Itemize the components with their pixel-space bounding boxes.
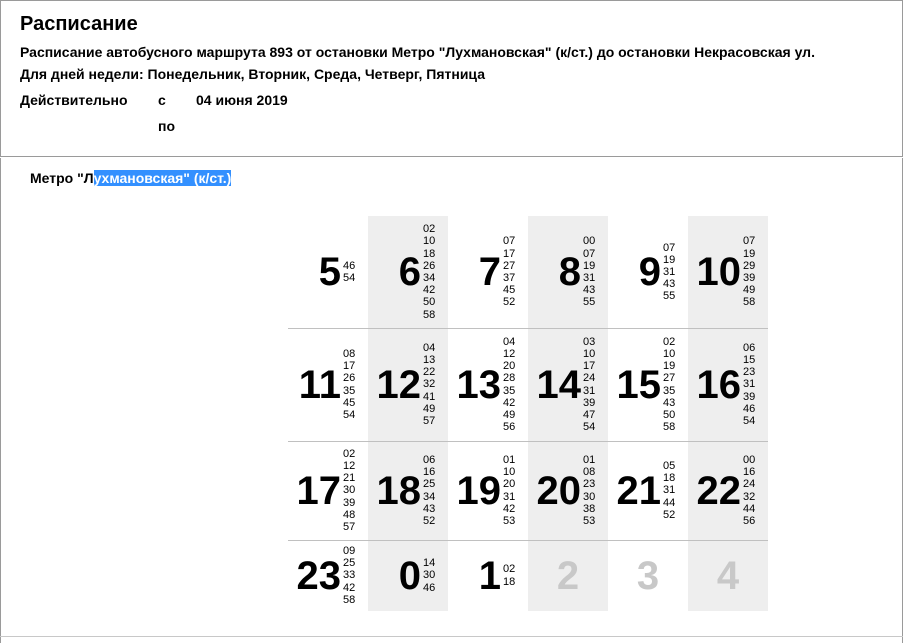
minute-value: 55 [663, 290, 676, 303]
hour-number: 13 [456, 362, 501, 407]
minutes-list [503, 336, 515, 434]
hour-cell-0 [368, 540, 448, 611]
row-divider [288, 540, 768, 541]
minute-value: 42 [423, 284, 436, 297]
minutes-list [663, 336, 675, 434]
hour-cell-2 [528, 540, 608, 611]
minute-value: 31 [503, 490, 516, 503]
minutes-list [343, 448, 355, 533]
minute-value: 13 [423, 354, 436, 366]
minute-value: 08 [583, 466, 596, 479]
minute-value: 23 [743, 366, 756, 379]
minute-value: 12 [343, 460, 356, 472]
minutes-list [423, 454, 435, 527]
hour-cell-19 [448, 441, 528, 540]
hour-cell-14 [528, 328, 608, 441]
minute-value: 09 [343, 545, 356, 557]
minutes-list [743, 342, 755, 427]
minute-value: 10 [503, 466, 516, 479]
minute-value: 19 [663, 253, 676, 266]
minute-value: 54 [743, 415, 756, 428]
route-description: Расписание автобусного маршрута 893 от остановки Метро "Лухмановская" (к/ст.) до остановки Некрасовская ул. [20, 44, 815, 60]
minute-value: 22 [423, 366, 436, 379]
hour-number: 20 [536, 468, 581, 513]
minute-value: 39 [743, 390, 756, 403]
minute-value: 48 [343, 508, 356, 521]
minute-value: 53 [583, 514, 596, 527]
minute-value: 39 [343, 496, 356, 509]
minute-value: 31 [663, 265, 676, 278]
minute-value: 57 [423, 415, 436, 428]
minute-value: 45 [503, 284, 516, 297]
page-title: Расписание [20, 13, 138, 35]
hour-cell-6 [368, 216, 448, 328]
minute-value: 30 [343, 484, 356, 497]
valid-from-label: с [158, 92, 166, 108]
hour-number: 4 [716, 553, 740, 598]
minute-value: 39 [583, 396, 596, 409]
minute-value: 25 [423, 478, 436, 491]
hour-number: 5 [318, 250, 341, 294]
minute-value: 17 [503, 247, 516, 260]
minute-value: 00 [743, 453, 756, 466]
minute-value: 24 [583, 372, 596, 385]
minutes-list [583, 336, 595, 434]
minute-value: 02 [343, 447, 356, 460]
minute-value: 26 [343, 372, 356, 385]
hour-cell-8 [528, 216, 608, 328]
minute-value: 41 [423, 390, 436, 403]
hour-cell-23 [288, 540, 368, 611]
minute-value: 45 [343, 396, 356, 409]
minute-value: 06 [423, 453, 436, 466]
hour-number: 7 [478, 250, 501, 294]
hour-cell-12 [368, 328, 448, 441]
minute-value: 58 [743, 296, 756, 309]
stop-name [30, 170, 231, 186]
minutes-list [583, 454, 595, 527]
hour-cell-5 [288, 216, 368, 328]
hour-cell-7 [448, 216, 528, 328]
minute-value: 52 [663, 508, 676, 521]
minute-value: 52 [423, 514, 436, 527]
bottom-divider [0, 636, 903, 637]
minute-value: 56 [503, 421, 516, 434]
minutes-list [423, 223, 435, 321]
minute-value: 38 [583, 502, 596, 515]
minute-value: 32 [743, 490, 756, 503]
minute-value: 03 [583, 335, 596, 348]
minute-value: 15 [743, 354, 756, 366]
row-divider [288, 328, 768, 329]
minute-value: 18 [503, 575, 516, 588]
minute-value: 54 [343, 272, 356, 284]
hour-cell-1 [448, 540, 528, 611]
hour-cell-16 [688, 328, 768, 441]
minute-value: 25 [343, 557, 356, 570]
minute-value: 10 [423, 235, 436, 248]
hour-number: 12 [376, 362, 421, 407]
minute-value: 16 [743, 466, 756, 479]
minute-value: 16 [423, 466, 436, 479]
minute-value: 46 [423, 581, 436, 594]
minute-value: 28 [503, 372, 516, 385]
hour-number: 16 [696, 362, 741, 407]
minute-value: 37 [503, 272, 516, 284]
hour-number: 21 [616, 468, 661, 513]
minute-value: 08 [343, 347, 356, 360]
hour-number: 23 [296, 553, 341, 598]
minute-value: 43 [663, 278, 676, 291]
minute-value: 58 [423, 308, 436, 321]
minutes-list [503, 563, 515, 587]
hour-cell-10 [688, 216, 768, 328]
minutes-list [663, 242, 675, 303]
minute-value: 35 [503, 384, 516, 397]
hour-number: 18 [376, 468, 421, 513]
minute-value: 43 [583, 284, 596, 297]
minute-value: 17 [583, 360, 596, 373]
minute-value: 06 [743, 341, 756, 354]
minutes-list [343, 260, 355, 284]
minute-value: 49 [423, 402, 436, 415]
minute-value: 07 [503, 235, 516, 248]
minute-value: 31 [583, 272, 596, 284]
minute-value: 44 [743, 502, 756, 515]
hour-number: 1 [478, 553, 501, 598]
weekdays-line: Для дней недели: Понедельник, Вторник, Среда, Четверг, Пятница [20, 66, 485, 82]
hour-number: 19 [456, 468, 501, 513]
minute-value: 49 [503, 408, 516, 421]
hour-cell-9 [608, 216, 688, 328]
minutes-list [583, 235, 595, 308]
minute-value: 18 [423, 247, 436, 260]
minute-value: 43 [663, 396, 676, 409]
minutes-list [503, 235, 515, 308]
minute-value: 53 [503, 514, 516, 527]
minute-value: 04 [423, 341, 436, 354]
minute-value: 52 [503, 296, 516, 309]
minute-value: 32 [423, 378, 436, 391]
hour-number: 14 [536, 362, 581, 407]
minute-value: 43 [423, 502, 436, 515]
minute-value: 54 [583, 421, 596, 434]
stop-name-prefix: Метро "Л [30, 170, 94, 186]
minute-value: 07 [583, 247, 596, 260]
minute-value: 31 [663, 484, 676, 497]
minute-value: 26 [423, 259, 436, 272]
minute-value: 33 [343, 569, 356, 582]
hour-cell-11 [288, 328, 368, 441]
minute-value: 44 [663, 496, 676, 509]
hour-cell-18 [368, 441, 448, 540]
minute-value: 35 [663, 384, 676, 397]
minute-value: 18 [663, 472, 676, 485]
minute-value: 17 [343, 360, 356, 373]
minute-value: 07 [663, 241, 676, 254]
minutes-list [743, 454, 755, 527]
hour-cell-15 [608, 328, 688, 441]
hour-number: 11 [298, 362, 341, 407]
minute-value: 27 [663, 372, 676, 385]
minute-value: 50 [423, 296, 436, 309]
minute-value: 20 [503, 360, 516, 373]
minute-value: 19 [743, 247, 756, 260]
minute-value: 20 [503, 478, 516, 491]
minute-value: 35 [343, 384, 356, 397]
minute-value: 42 [343, 581, 356, 594]
minute-value: 01 [503, 453, 516, 466]
minute-value: 14 [423, 557, 436, 570]
hour-cell-21 [608, 441, 688, 540]
hour-number: 8 [558, 250, 581, 294]
hour-number: 3 [636, 553, 660, 598]
minutes-list [423, 342, 435, 427]
minute-value: 30 [583, 490, 596, 503]
hour-cell-3 [608, 540, 688, 611]
minute-value: 39 [743, 272, 756, 284]
minute-value: 21 [343, 472, 356, 485]
stop-name-selected: ухмановская" (к/ст.) [93, 170, 232, 186]
valid-to-label: по [158, 118, 176, 134]
hour-cell-13 [448, 328, 528, 441]
minute-value: 56 [743, 514, 756, 527]
minutes-list [503, 454, 515, 527]
hour-number: 0 [398, 553, 421, 598]
minute-value: 57 [343, 521, 356, 534]
minute-value: 19 [663, 360, 676, 373]
hour-number: 9 [638, 250, 661, 294]
minute-value: 54 [343, 408, 356, 421]
minute-value: 12 [503, 347, 516, 360]
minute-value: 58 [663, 421, 676, 434]
hour-number: 10 [696, 250, 741, 294]
hour-number: 6 [398, 250, 421, 294]
minute-value: 50 [663, 408, 676, 421]
minute-value: 02 [423, 223, 436, 236]
minute-value: 47 [583, 408, 596, 421]
minute-value: 10 [583, 347, 596, 360]
minute-value: 00 [583, 235, 596, 248]
minute-value: 07 [743, 235, 756, 248]
minute-value: 19 [583, 259, 596, 272]
minute-value: 29 [743, 259, 756, 272]
minute-value: 10 [663, 347, 676, 360]
minute-value: 46 [343, 259, 356, 272]
hour-cell-17 [288, 441, 368, 540]
minute-value: 02 [503, 563, 516, 576]
minute-value: 55 [583, 296, 596, 309]
minute-value: 31 [583, 384, 596, 397]
row-divider [288, 441, 768, 442]
minute-value: 23 [583, 478, 596, 491]
valid-label: Действительно [20, 92, 128, 108]
minute-value: 05 [663, 460, 676, 472]
valid-from-date: 04 июня 2019 [196, 92, 288, 108]
minute-value: 34 [423, 272, 436, 284]
minutes-list [343, 348, 355, 421]
hour-number: 22 [696, 468, 741, 513]
minute-value: 34 [423, 490, 436, 503]
minutes-list [743, 235, 755, 308]
hour-number: 15 [616, 362, 661, 407]
minute-value: 58 [343, 593, 356, 606]
minutes-list [663, 460, 675, 521]
timetable-grid [288, 216, 768, 611]
minute-value: 04 [503, 335, 516, 348]
minute-value: 27 [503, 259, 516, 272]
minute-value: 24 [743, 478, 756, 491]
minute-value: 42 [503, 502, 516, 515]
hour-number: 17 [296, 468, 341, 513]
minute-value: 46 [743, 402, 756, 415]
hour-number: 2 [556, 553, 580, 598]
minute-value: 30 [423, 569, 436, 582]
hour-cell-4 [688, 540, 768, 611]
minute-value: 49 [743, 284, 756, 297]
minute-value: 02 [663, 335, 676, 348]
hour-cell-22 [688, 441, 768, 540]
minute-value: 31 [743, 378, 756, 391]
minute-value: 01 [583, 453, 596, 466]
minute-value: 42 [503, 396, 516, 409]
minutes-list [343, 545, 355, 606]
minutes-list [423, 557, 435, 594]
hour-cell-20 [528, 441, 608, 540]
